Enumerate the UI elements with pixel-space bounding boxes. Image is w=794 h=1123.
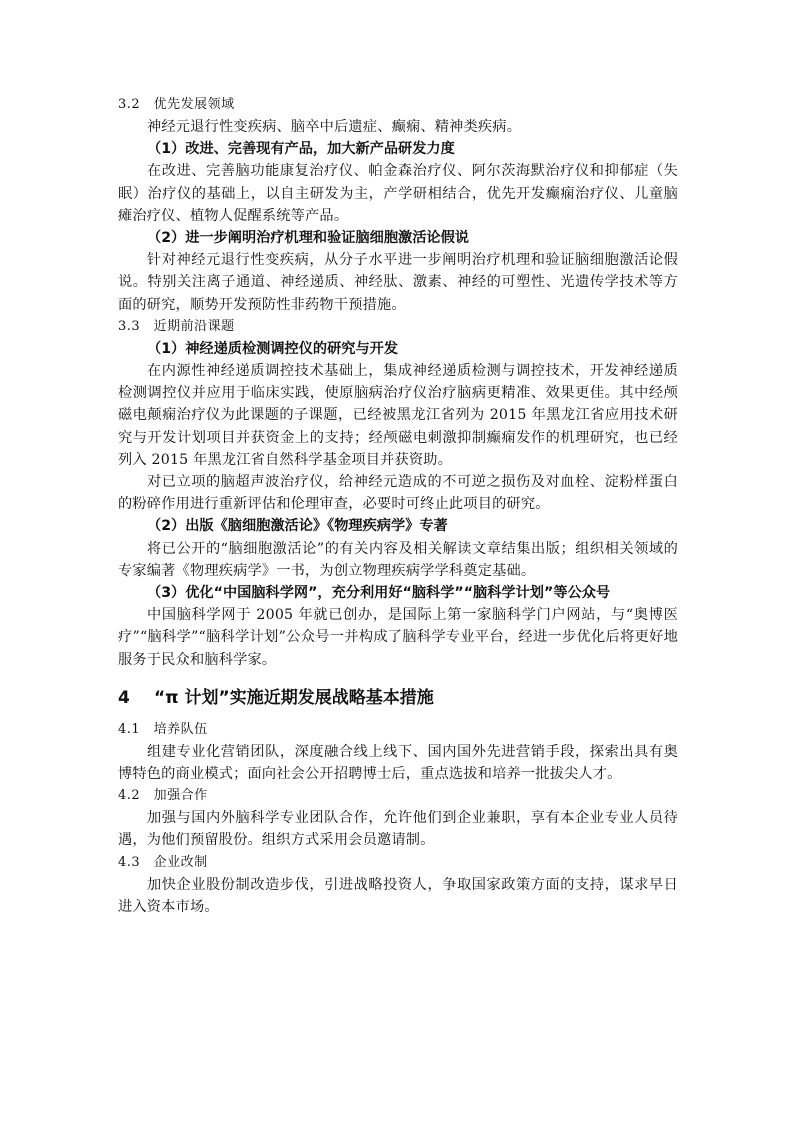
section-3-3-paragraph-1: 在内源性神经递质调控技术基础上，集成神经递质检测与调控技术，开发神经递质检测调控仪并应用于临床实践，使原脑病治疗仪治疗脑病更精准、效果更佳。其中经颅磁电颠痫治疗仪为此课题的子课题，已经被黑龙江省列为 2015 年黑龙江省应用技术研究与开发计划项目并获资金上的支持；经颅磁电刺激抑制癫痫发作的机理研究，也已经列入 2015 年黑龙江省自然科学基金项目并获资助。 <box>118 363 678 468</box>
section-3-3-paragraph-4: 中国脑科学网于 2005 年就已创办，是国际上第一家脑科学门户网站，与“奥博医疗”“脑科学”“脑科学计划”公众号一并构成了脑科学专业平台，经进一步优化后将更好地服务于民众和脑科学家。 <box>118 607 678 668</box>
chapter-4-heading <box>118 685 678 711</box>
chapter-number: 4 <box>118 687 130 708</box>
section-3-2-heading: 3.2 优先发展领域 <box>118 97 235 112</box>
document-page <box>118 94 678 918</box>
section-4-1-paragraph: 组建专业化营销团队，深度融合线上线下、国内国外先进营销手段，探索出具有奥博特色的商业模式；面向社会公开招聘博士后，重点选拔和培养一批拔尖人才。 <box>118 743 678 783</box>
section-4-2-heading: 4.2 加强合作 <box>118 788 208 804</box>
section-4-1-heading: 4.1 培养队伍 <box>118 721 208 737</box>
subheading-optimize-website: （3）优化“中国脑科学网”，充分利用好“脑科学”“脑科学计划”等公众号 <box>147 585 611 602</box>
section-3-2-paragraph-1: 神经元退行性变疾病、脑卒中后遗症、癫痫、精神类疾病。 <box>147 119 522 135</box>
subheading-neurotransmitter-device: （1）神经递质检测调控仪的研究与开发 <box>147 340 399 357</box>
section-3-3-heading: 3.3 近期前沿课题 <box>118 318 235 334</box>
section-3-3-paragraph-2: 对已立项的脑超声波治疗仪，给神经元造成的不可逆之损伤及对血栓、淀粉样蛋白的粉碎作用进行重新评估和伦理审查，必要时可终止此项目的研究。 <box>118 474 678 513</box>
subheading-publish-monographs: （2）出版《脑细胞激活论》《物理疾病学》专著 <box>147 518 448 535</box>
section-4-2-paragraph: 加强与国内外脑科学专业团队合作，允许他们到企业兼职，享有本企业专业人员待遇，为他们预留股份。组织方式采用会员邀请制。 <box>118 810 678 849</box>
section-4-3-paragraph: 加快企业股份制改造步伐，引进战略投资人，争取国家政策方面的支持，谋求早日进入资本市场。 <box>118 876 678 915</box>
subheading-improve-products: （1）改进、完善现有产品，加大新产品研发力度 <box>147 141 455 158</box>
section-4-3-heading: 4.3 企业改制 <box>118 854 208 870</box>
section-3-2-paragraph-3: 针对神经元退行性变疾病，从分子水平进一步阐明治疗机理和验证脑细胞激活论假说。特别关注离子通道、神经递质、神经肽、激素、神经的可塑性、光遗传学技术等方面的研究，顺势开发预防性非药物干预措施。 <box>118 252 678 313</box>
section-3-2-paragraph-2: 在改进、完善脑功能康复治疗仪、帕金森治疗仪、阿尔茨海默治疗仪和抑郁症（失眠）治疗仪的基础上，以自主研发为主，产学研相结合，优先开发癫痫治疗仪、儿童脑瘫治疗仪、植物人促醒系统等产品。 <box>118 163 678 224</box>
chapter-title: “π 计划”实施近期发展战略基本措施 <box>154 687 434 708</box>
subheading-mechanism-hypothesis: （2）进一步阐明治疗机理和验证脑细胞激活论假说 <box>147 230 469 247</box>
section-3-3-paragraph-3: 将已公开的“脑细胞激活论”的有关内容及相关解读文章结集出版；组织相关领域的专家编著《物理疾病学》一书，为创立物理疾病学学科奠定基础。 <box>118 540 678 579</box>
